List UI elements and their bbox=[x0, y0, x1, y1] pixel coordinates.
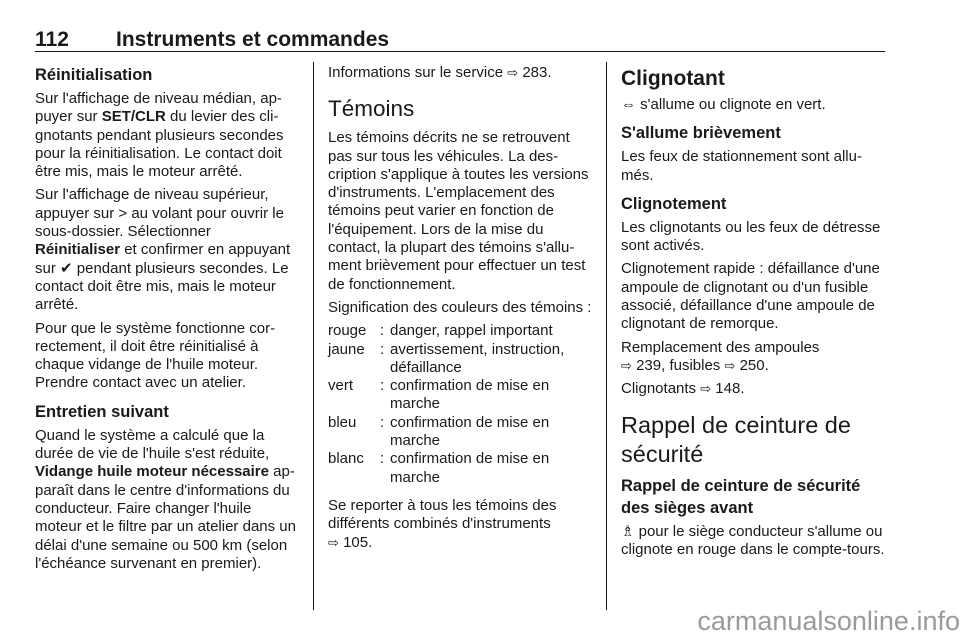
table-row bbox=[328, 322, 594, 340]
reset-p2-text-a: Sur l'affichage de niveau supérieur, appuyer sur bbox=[35, 186, 269, 222]
chevron-right-icon: > bbox=[118, 204, 128, 222]
color-meaning: confirmation de mise en marche bbox=[390, 450, 550, 486]
reset-p2-text-d: pendant plusieurs secondes. Le contact doit être mis, mais le moteur arrêté. bbox=[35, 259, 289, 314]
color-name: jaune bbox=[328, 340, 365, 358]
clignotant-paragraph bbox=[621, 96, 887, 114]
page-ref-arrow-icon: ⇨ bbox=[507, 65, 519, 80]
service-info-line bbox=[328, 64, 594, 82]
seatbelt-icon: ♗ bbox=[621, 522, 635, 540]
replace-ref-1[interactable]: 239, fusibles bbox=[636, 356, 721, 374]
checkmark-icon: ✔ bbox=[60, 259, 73, 277]
temoins-paragraph-2: Signification des couleurs des témoins : bbox=[328, 298, 592, 316]
belt-reminder-heading: Rappel de ceinture de sécurité bbox=[621, 411, 851, 467]
reset-paragraph-1 bbox=[35, 90, 300, 181]
reset-paragraph-3: Pour que le système fonctionne correctement, il doit être réinitialisé à chaque vidange de l'huile moteur. Prendre contact avec un atelier. bbox=[35, 319, 276, 392]
set-clr-label: SET/CLR bbox=[101, 108, 166, 126]
reset-p2-text-b: au volant pour ouvrir le sous-dossier. Sélectionner bbox=[35, 204, 284, 241]
turn-signal-icon: ⇔ bbox=[621, 96, 636, 113]
reset-paragraph-2 bbox=[35, 186, 300, 314]
next-service-paragraph bbox=[35, 427, 300, 573]
page-ref-arrow-icon: ⇨ bbox=[621, 357, 632, 373]
color-meaning: avertissement, instruction, défaillance bbox=[390, 340, 565, 376]
reset-p1-text-c: du levier des clignotants pendant plusieurs secondes pour la réinitialisation. Le contact doit être mis, mais le moteur arrêté. bbox=[35, 108, 284, 181]
replace-paragraph bbox=[621, 339, 887, 376]
blink-paragraph-1: Les clignotants ou les feux de détresse sont activés. bbox=[621, 218, 881, 255]
see-also-ref[interactable]: 105. bbox=[343, 533, 373, 551]
next-service-heading: Entretien suivant bbox=[35, 402, 169, 421]
reinitialiser-label: Réinitialiser bbox=[35, 241, 121, 259]
header-rule bbox=[35, 51, 885, 52]
service-info-ref[interactable]: 283. bbox=[522, 64, 552, 81]
next-p1-text-a: Quand le système a calculé que la durée de vie de l'huile s'est réduite, bbox=[35, 426, 270, 463]
page-number: 112 bbox=[35, 28, 69, 51]
color-meaning: danger, rappel important bbox=[390, 322, 553, 340]
color-separator: : bbox=[380, 413, 385, 431]
clignotants-text: Clignotants bbox=[621, 380, 697, 398]
temoins-paragraph-1: Les témoins décrits ne se retrouvent pas sur tous les véhicules. La description s'applique à toutes les versions d'instruments. L'emplacement des témoins peut varier en fonction de l'équipement. Lors de la mise du contact, la plupart des témoins s'allument brièvement pour effectuer un test de fonctionnement. bbox=[328, 129, 589, 293]
blink-heading: Clignotement bbox=[621, 194, 727, 213]
brief-heading: S'allume brièvement bbox=[621, 124, 781, 143]
brief-paragraph: Les feux de stationnement sont allumés. bbox=[621, 148, 862, 184]
color-separator: : bbox=[380, 450, 385, 468]
page-ref-arrow-icon: ⇨ bbox=[724, 357, 736, 373]
reset-p2-text-c: et confirmer en appuyant sur bbox=[35, 241, 291, 277]
clignotant-heading: Clignotant bbox=[621, 67, 725, 90]
replace-ref-2[interactable]: 250. bbox=[739, 356, 769, 374]
clignotants-paragraph bbox=[621, 380, 887, 398]
color-separator: : bbox=[380, 377, 385, 395]
color-name: rouge bbox=[328, 322, 367, 340]
blink-paragraph-2: Clignotement rapide : défaillance d'une ampoule de clignotant ou d'un fusible associé, défaillance d'une ampoule de clignotant de remorque. bbox=[621, 260, 880, 333]
table-row bbox=[328, 341, 594, 378]
temoins-heading: Témoins bbox=[328, 96, 415, 122]
table-row bbox=[328, 377, 594, 414]
table-row bbox=[328, 450, 594, 487]
color-name: blanc bbox=[328, 450, 364, 468]
column-2 bbox=[328, 64, 594, 557]
page-ref-arrow-icon: ⇨ bbox=[700, 381, 712, 397]
column-divider-1 bbox=[313, 62, 314, 610]
page-ref-arrow-icon: ⇨ bbox=[328, 534, 339, 550]
color-meaning-table bbox=[328, 322, 594, 487]
color-name: vert bbox=[328, 377, 354, 395]
clignotant-text: s'allume ou clignote en vert. bbox=[636, 96, 826, 113]
column-3 bbox=[621, 64, 887, 564]
oil-change-message: Vidange huile moteur nécessaire bbox=[35, 463, 269, 481]
color-meaning: confirmation de mise en marche bbox=[390, 413, 550, 450]
watermark: carmanualsonline.info bbox=[697, 606, 960, 636]
reset-heading: Réinitialisation bbox=[35, 66, 153, 84]
color-name: bleu bbox=[328, 413, 357, 431]
table-row bbox=[328, 414, 594, 451]
column-divider-2 bbox=[606, 62, 607, 610]
clignotants-ref[interactable]: 148. bbox=[715, 380, 745, 398]
page-title: Instruments et commandes bbox=[116, 28, 390, 51]
see-also-text: Se reporter à tous les témoins des différents combinés d'instruments bbox=[328, 496, 557, 533]
belt-paragraph bbox=[621, 523, 887, 560]
belt-text: pour le siège conducteur s'allume ou clignote en rouge dans le compte-tours. bbox=[621, 522, 885, 558]
replace-text: Remplacement des ampoules bbox=[621, 338, 820, 356]
service-info-text: Informations sur le service bbox=[328, 64, 504, 81]
color-separator: : bbox=[380, 322, 385, 340]
color-meaning: confirmation de mise en marche bbox=[390, 377, 550, 413]
next-p1-text-b: apparaît dans le centre d'informations du conducteur. Faire changer l'huile moteur et le filtre par un atelier dans un délai d'une semaine ou 500 km (selon l'échéance survenant en premier). bbox=[35, 463, 296, 572]
front-seat-heading: Rappel de ceinture de sécurité des sièges avant bbox=[621, 476, 861, 517]
reset-p1-text-a: Sur l'affichage de niveau médian, appuyer sur bbox=[35, 90, 282, 126]
see-also-paragraph bbox=[328, 497, 594, 552]
color-separator: : bbox=[380, 340, 385, 358]
column-1 bbox=[35, 64, 300, 578]
